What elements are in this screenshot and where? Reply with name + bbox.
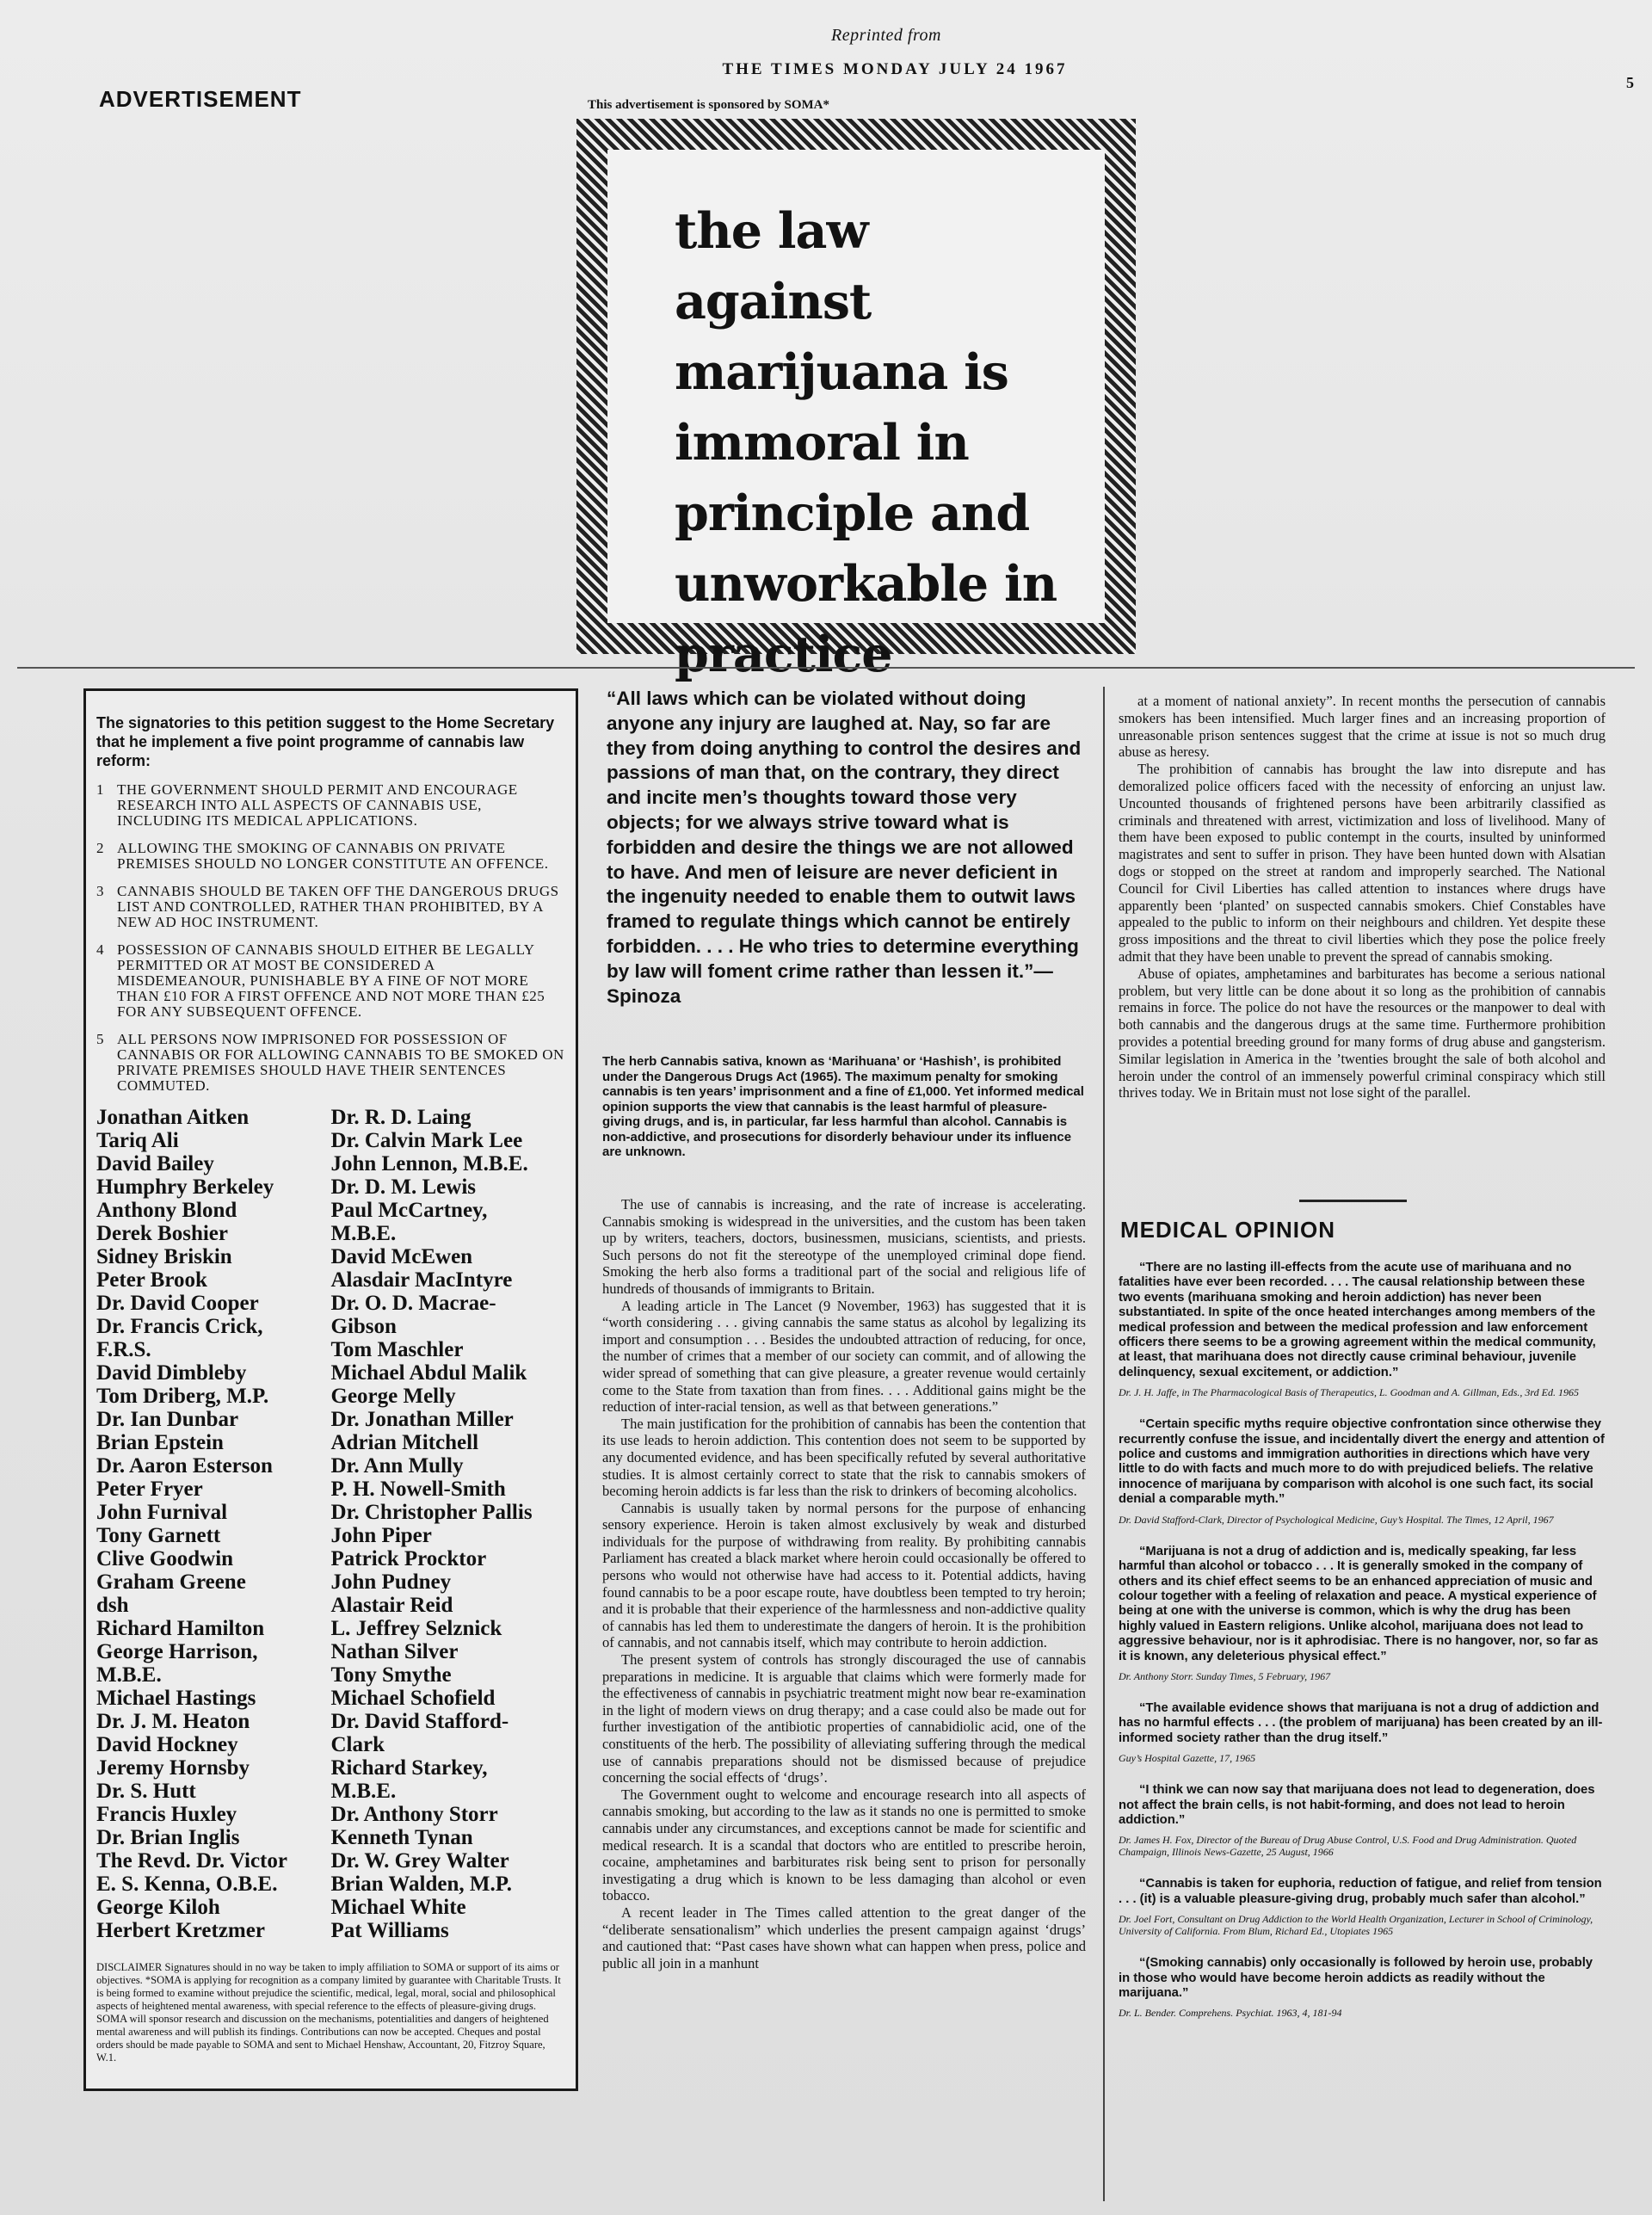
point-text: ALL PERSONS NOW IMPRISONED FOR POSSESSION OF CANNABIS OR FOR ALLOWING CANNABIS TO BE SMOKED ON PRIVATE PREMISES SHOULD HAVE THEIR SENTENCES COMMUTED. [117,1031,564,1094]
reform-point [96,841,565,872]
signatory-name: E. S. Kenna, O.B.E. [96,1873,278,1896]
signatory-name: Herbert Kretzmer [96,1919,265,1942]
signatory-name: Dr. R. D. Laing [330,1106,472,1129]
point-text: CANNABIS SHOULD BE TAKEN OFF THE DANGEROUS DRUGS LIST AND CONTROLLED, RATHER THAN PROHIBITED, BY A NEW AD HOC INSTRUMENT. [117,883,559,930]
signatory-name: Michael Hastings [96,1687,256,1710]
page-number: 5 [1626,74,1634,91]
headline-line: principle and [675,484,1030,542]
signatory-name: Peter Fryer [96,1478,203,1501]
signatory-name: George Kiloh [96,1896,220,1919]
signatory-name: Alasdair MacIntyre [330,1268,513,1292]
signatory-name: M.B.E. [330,1780,397,1803]
signatory-name: Brian Walden, M.P. [330,1873,512,1896]
signatory-name: Paul McCartney, [330,1199,488,1222]
reform-point [96,1032,565,1094]
point-text: THE GOVERNMENT SHOULD PERMIT AND ENCOURAGE RESEARCH INTO ALL ASPECTS OF CANNABIS USE, INCLUDING ITS MEDICAL APPLICATIONS. [117,781,518,829]
point-number: 2 [96,840,104,856]
signatory-name: John Piper [330,1524,432,1547]
spinoza-quote: “All laws which can be violated without doing anyone any injury are laughed at. Nay, so far are they from doing anything to control the desires and passions of man that, on the contrary, they direct and incite men’s thoughts toward those very objects; for we always strive toward what is forbidden and desire the things we are not allowed to have. And men of leisure are never deficient in the ingenuity needed to enable them to outwit laws framed to regulate things which cannot be entirely forbidden. . . . He who tries to determine everything by law will foment crime rather than lessen it.”—Spinoza [607,688,1082,1007]
signatory-name: Dr. Francis Crick, [96,1315,263,1338]
signatory-name: George Melly [330,1385,456,1408]
headline [675,196,1070,690]
signatory-name: Dr. D. M. Lewis [330,1175,477,1199]
signatory-name: The Revd. Dr. Victor [96,1849,287,1873]
signatory-name: John Furnival [96,1501,228,1524]
signatories-left [96,1106,331,1942]
body-paragraph: Cannabis is usually taken by normal persons for the purpose of enhancing sensory experience. Heroin is taken almost exclusively by weak and disturbed individuals for the purpose of withdrawing from reality. By prohibiting cannabis Parliament has created a black market where heroin could occasionally be offered to persons who would not otherwise have had access to it. Potential addicts, having found cannabis to be a poor escape route, have doubtless been tempted to try heroin; and it is probable that their experience of the harmlessness and non-addictive quality of cannabis has led them to underestimate the dangers of heroin. It is the prohibition of cannabis, and not cannabis itself, which may contribute to heroin addiction. [602,1499,1086,1651]
headline-line: practice [675,626,892,683]
medical-source: Dr. Anthony Storr. Sunday Times, 5 February, 1967 [1119,1669,1331,1682]
point-text: ALLOWING THE SMOKING OF CANNABIS ON PRIVATE PREMISES SHOULD NO LONGER CONSTITUTE AN OFFENCE. [117,840,549,872]
signatory-name: Richard Starkey, [330,1756,488,1780]
body-paragraph: Abuse of opiates, amphetamines and barbiturates has become a serious national problem, but very little can be done about it so long as the prohibition of cannabis remains in force. The police do not have the resources or the manpower to deal with both cannabis and the dangerous drugs at the same time. Furthermore prohibition provides a potential breeding ground for many forms of drug abuse and gangsterism. Similar legislation in America in the ’twenties brought the sale of both alcohol and heroin under the control of an immensely powerful criminal conspiracy which still thrives today. We in Britain must not lose sight of the parallel. [1119,965,1606,1101]
signatory-name: Dr. Aaron Esterson [96,1454,273,1478]
signatory-name: Clive Goodwin [96,1547,234,1570]
medical-quote: “(Smoking cannabis) only occasionally is followed by heroin use, probably in those who would have become heroin addicts as readily without the marijuana.” [1119,1956,1593,2000]
headline-line: immoral in [675,414,969,472]
signatory-name: Gibson [330,1315,397,1338]
signatory-name: Tom Driberg, M.P. [96,1385,269,1408]
medical-quote: “The available evidence shows that marijuana is not a drug of addiction and has no harmful effects . . . (the problem of marijuana) has been created by an ill-informed society rather than the drug itself.” [1119,1700,1603,1745]
signatory-name: Richard Hamilton [96,1617,265,1640]
body-paragraph: The use of cannabis is increasing, and the rate of increase is accelerating. Cannabis smoking is widespread in the universities, and the custom has been taken up by writers, teachers, doctors, businessmen, musicians, scientists, and priests. Such persons do not fit the stereotype of the unemployed criminal dope fiend. Smoking the herb also forms a traditional part of the social and religious life of hundreds of thousands of immigrants to Britain. [602,1196,1086,1297]
signatory-name: Humphry Berkeley [96,1175,274,1199]
reform-point [96,782,565,829]
signatory-name: Sidney Briskin [96,1245,232,1268]
signatory-name: George Harrison, [96,1640,258,1663]
signatory-name: Dr. David Cooper [96,1292,259,1315]
body-paragraph: at a moment of national anxiety”. In recent months the persecution of cannabis smokers has been intensified. Much larger fines and an increasing proportion of unreasonable prison sentences suggest that the crime at issue is not so much drug abuse as heresy. [1119,693,1606,761]
headline-line: the law against [675,202,872,330]
signatory-name: Alastair Reid [330,1594,453,1617]
medical-quote: “There are no lasting ill-effects from the acute use of marihuana and no fatalities have ever been recorded. . . . The causal relationship between these two events (marihuana smoking and heroin addiction) has never been substantiated. In spite of the once heated interchanges among members of the medical profession and between the medical profession and law enforcement officers there seems to be a growing agreement within the medical community, at least, that marihuana does not directly cause criminal behaviour, juvenile delinquency, sexual excitement, or addiction.” [1119,1261,1596,1379]
headline-line: marijuana is [675,343,1008,401]
signatory-name: dsh [96,1594,129,1617]
reform-point [96,884,565,930]
point-text: POSSESSION OF CANNABIS SHOULD EITHER BE LEGALLY PERMITTED OR AT MOST BE CONSIDERED A MISDEMEANOUR, PUNISHABLE BY A FINE OF NOT MORE THAN £10 FOR A FIRST OFFENCE AND NOT MORE THAN £25 FOR ANY SUBSEQUENT OFFENCE. [117,941,546,1020]
signatory-name: Dr. J. M. Heaton [96,1710,250,1733]
signatory-name: Kenneth Tynan [330,1826,473,1849]
signatory-name: Nathan Silver [330,1640,459,1663]
medical-opinion-list [1119,1261,1606,2038]
reprint-note: Reprinted from [831,26,941,45]
signatory-name: M.B.E. [330,1222,397,1245]
medical-quote: “I think we can now say that marijuana does not lead to degeneration, does not affect the brain cells, is not habit-forming, and does not lead to heroin addiction.” [1119,1783,1595,1827]
herb-paragraph: The herb Cannabis sativa, known as ‘Marihuana’ or ‘Hashish’, is prohibited under the Dangerous Drugs Act (1965). The maximum penalty for smoking cannabis is ten years’ imprisonment and a fine of £1,000. Yet informed medical opinion supports the view that cannabis is the least harmful of pleasure-giving drugs, and is, in particular, far less harmful than alcohol. Cannabis is non-addictive, and prosecutions for disorderly behaviour under its influence are unknown. [602,1054,1084,1159]
medical-source: Dr. Joel Fort, Consultant on Drug Addiction to the World Health Organization, Lecturer in School of Criminology, University of California. From Blum, Richard Ed., Utopiates 1965 [1119,1913,1593,1938]
article-body-middle [602,1196,1086,1971]
medical-quote: “Certain specific myths require objective confrontation since otherwise they recurrently confuse the issue, and incidentally divert the energy and attention of police and customs and immigration authorities in directions which have very little to do with facts and much more to do with prejudiced beliefs. The relative innocence of marijuana by comparison with alcohol is one such fact, its social denial a comparable myth.” [1119,1417,1605,1507]
body-paragraph: A leading article in The Lancet (9 November, 1963) has suggested that it is “worth considering . . . giving cannabis the same status as alcohol by legalizing its import and consumption . . . Besides the undoubted attraction of reducing, for once, the number of crimes that a member of our society can commit, and of allowing the wider spread of something that can give pleasure, a greater revenue would certainly come to the State from taxation than from fines. . . . Additional gains might be the reduction of inter-racial tension, as well as that between generations.” [602,1297,1086,1416]
article-body-right [1119,693,1606,1101]
point-number: 1 [96,781,104,798]
signatory-name: L. Jeffrey Selznick [330,1617,502,1640]
signatory-name: Dr. W. Grey Walter [330,1849,509,1873]
headline-panel [607,150,1105,683]
signatory-name: Michael White [330,1896,466,1919]
signatory-name: F.R.S. [96,1338,151,1361]
medical-quote: “Cannabis is taken for euphoria, reduction of fatigue, and relief from tension . . . (it) is a valuable pleasure-giving drug, probably much safer than alcohol.” [1119,1877,1602,1906]
body-paragraph: The Government ought to welcome and encourage research into all aspects of cannabis smoking, but according to the law as it stands no one is permitted to smoke cannabis under any circumstances, and exceptions cannot be made for scientific and medical research. It is a scandal that doctors who are entitled to prescribe heroin, cocaine, amphetamines and barbiturates risk being sent to prison for personally investigating a drug which is known to be less damaging than alcohol or even tobacco. [602,1786,1086,1904]
short-rule [1299,1200,1407,1202]
signatories [96,1106,565,1942]
signatory-name: Michael Abdul Malik [330,1361,527,1385]
signatory-name: Brian Epstein [96,1431,224,1454]
advertisement-label: ADVERTISEMENT [99,86,302,112]
signatory-name: Peter Brook [96,1268,207,1292]
signatory-name: David Hockney [96,1733,238,1756]
reform-point [96,942,565,1020]
signatory-name: David McEwen [330,1245,473,1268]
body-paragraph: The present system of controls has strongly discouraged the use of cannabis preparations in medicine. It is arguable that claims which were formerly made for the effectiveness of cannabis in psychiatric treatment might now bear re-examination in the light of modern views on drug therapy; and a case could also be made out for further investigation of the antibiotic properties of cannabidiolic acid, one of the constituents of the herb. The possibility of alleviating suffering through the medical use of cannabis preparations should not be dismissed because of prejudice concerning the social effects of ‘drugs’. [602,1651,1086,1786]
petition-intro: The signatories to this petition suggest to the Home Secretary that he implement a five point programme of cannabis law reform: [96,714,555,769]
signatory-name: David Bailey [96,1152,214,1175]
signatory-name: Dr. Ian Dunbar [96,1408,239,1431]
body-paragraph: A recent leader in The Times called attention to the great danger of the “deliberate sensationalism” which underlies the present campaign against ‘drugs’ and cautioned that: “Past cases have shown what can happen when press, police and public all join in a manhunt [602,1903,1086,1971]
signatory-name: Dr. Ann Mully [330,1454,464,1478]
signatory-name: Pat Williams [330,1919,449,1942]
signatory-name: Tony Garnett [96,1524,221,1547]
signatory-name: Michael Schofield [330,1687,496,1710]
signatory-name: Tony Smythe [330,1663,452,1687]
masthead: THE TIMES MONDAY JULY 24 1967 [722,60,1068,78]
disclaimer: DISCLAIMER Signatures should in no way be taken to imply affiliation to SOMA or support of its aims or objectives. *SOMA is applying for recognition as a company limited by guarantee with Charitable Trusts. It is being formed to examine without prejudice the scientific, medical, legal, moral, social and philosophical aspects of heightened mental awareness, with special reference to the effects of pleasure-giving drugs. SOMA will sponsor research and discussion on the mechanisms, potentialities and dangers of heightened mental awareness and will publish its findings. Contributions can now be accepted. Cheques and postal orders should be made payable to SOMA and sent to Michael Henshaw, Accountant, 20, Fitzroy Square, W.1. [96,1961,561,2064]
signatories-right [331,1106,566,1942]
sponsor-note: This advertisement is sponsored by SOMA* [588,98,830,112]
signatory-name: Tom Maschler [330,1338,464,1361]
signatory-name: Jonathan Aitken [96,1106,250,1129]
signatory-name: Dr. Anthony Storr [330,1803,498,1826]
signatory-name: Dr. S. Hutt [96,1780,196,1803]
signatory-name: Derek Boshier [96,1222,228,1245]
signatory-name: John Pudney [330,1570,452,1594]
signatory-name: Dr. Calvin Mark Lee [330,1129,523,1152]
headline-line: unworkable in [675,555,1057,613]
signatory-name: Adrian Mitchell [330,1431,479,1454]
body-paragraph: The prohibition of cannabis has brought the law into disrepute and has demoralized police officers faced with the necessity of enforcing an unjust law. Uncounted thousands of frightened persons have been arbitrarily classified as criminals and threatened with arrest, victimization and loss of livelihood. Many of them have been exposed to public contempt in the courts, insulted by uninformed magistrates and sent to suffer in prison. They have been hunted down with Alsatian dogs or stopped on the street at random and improperly searched. The National Council for Civil Liberties has called attention to instances where drugs have apparently been ‘planted’ on suspected cannabis smokers. Chief Constables have appealed to the public to inform on their neighbours and children. Yet despite these gross impositions and the threat to civil liberties which they pose the police freely admit that they have been unable to prevent the spread of cannabis smoking. [1119,761,1606,965]
signatory-name: Dr. David Stafford- [330,1710,509,1733]
signatory-name: Dr. O. D. Macrae- [330,1292,496,1315]
signatory-name: Francis Huxley [96,1803,237,1826]
signatory-name: John Lennon, M.B.E. [330,1152,528,1175]
signatory-name: Dr. Jonathan Miller [330,1408,514,1431]
headline-box [576,119,1136,683]
medical-source: Dr. L. Bender. Comprehens. Psychiat. 1963, 4, 181-94 [1119,2007,1342,2020]
medical-source: Guy’s Hospital Gazette, 17, 1965 [1119,1752,1256,1765]
signatory-name: Tariq Ali [96,1129,179,1152]
signatory-name: Clark [330,1733,385,1756]
signatory-name: Dr. Christopher Pallis [330,1501,533,1524]
signatory-name: Dr. Brian Inglis [96,1826,240,1849]
point-number: 4 [96,941,104,958]
signatory-name: Graham Greene [96,1570,246,1594]
reform-points [96,782,565,1094]
signatory-name: Patrick Procktor [330,1547,487,1570]
section-divider [17,667,1635,669]
column-rule [1103,687,1105,2201]
signatory-name: Jeremy Hornsby [96,1756,250,1780]
signatory-name: P. H. Nowell-Smith [330,1478,506,1501]
point-number: 3 [96,883,104,899]
signatory-name: David Dimbleby [96,1361,247,1385]
medical-quote: “Marijuana is not a drug of addiction and is, medically speaking, far less harmful than alcohol or tobacco . . . It is generally smoked in the company of others and its chief effect seems to be an enhanced appreciation of music and colour together with a feeling of relaxation and peace. A mystical experience of being at one with the universe is common, which is why the drug has been highly valued in Eastern religions. Unlike alcohol, marijuana does not lead to aggressive behaviour, nor is it aphrodisiac. There is no hangover, nor, so far as it is known, any deleterious physical effect.” [1119,1544,1599,1663]
petition-box [83,688,578,2091]
signatory-name: M.B.E. [96,1663,162,1687]
medical-source: Dr. David Stafford-Clark, Director of Psychological Medicine, Guy’s Hospital. The Times, 12 April, 1967 [1119,1513,1554,1526]
signatory-name: Anthony Blond [96,1199,237,1222]
medical-source: Dr. J. H. Jaffe, in The Pharmacological Basis of Therapeutics, L. Goodman and A. Gillman, Eds., 3rd Ed. 1965 [1119,1386,1579,1399]
medical-opinion-heading: MEDICAL OPINION [1120,1217,1335,1243]
body-paragraph: The main justification for the prohibition of cannabis has been the contention that its use leads to heroin addiction. This contention does not seem to be supported by any documented evidence, and has been specifically refuted by several authoritative studies. It is almost certainly correct to state that the risk to cannabis smokers of becoming heroin addicts is far less than the risk to drinkers of becoming alcoholics. [602,1415,1086,1500]
medical-source: Dr. James H. Fox, Director of the Bureau of Drug Abuse Control, U.S. Food and Drug Administration. Quoted Champaign, Illinois News-Gazette, 25 August, 1966 [1119,1834,1577,1859]
point-number: 5 [96,1031,104,1047]
